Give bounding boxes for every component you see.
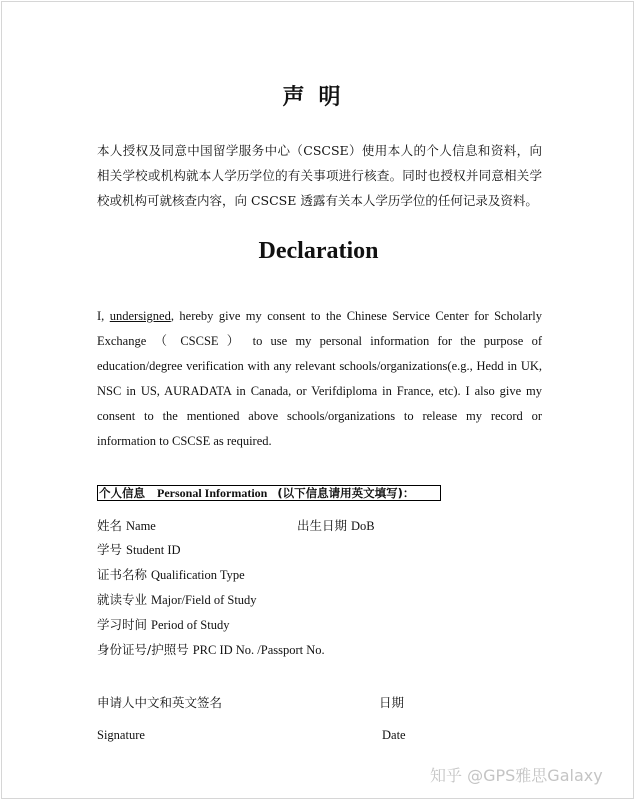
field-major-en: Major/Field of Study [151,593,257,607]
field-major [97,590,257,608]
field-id-passport [97,640,325,658]
statement-en-part2: , hereby give my consent to the Chinese Service Center for Scholarly Exchange （ CSCSE ） to use my personal information for the purpose of education/degree verification with any relevant schools/organizations(e.g., Hedd in UK, NSC in US, AURADATA in Canada, or Verifdiploma in France, etc). I also give my consent to the mentioned above schools/organizations to release my record or information to CSCSE as required. [97,309,543,448]
personal-info-note: (以下信息请用英文填写)： [277,486,415,500]
field-major-cn: 就读专业 [97,592,148,607]
field-name-en: Name [126,519,156,533]
field-name-cn: 姓名 [97,518,123,533]
personal-info-label-cn: 个人信息 [99,486,145,500]
field-period-cn: 学习时间 [97,617,148,632]
field-qualification-en: Qualification Type [151,568,245,582]
field-name [97,516,156,534]
statement-en [97,304,542,454]
statement-en-undersigned: undersigned [109,309,171,323]
field-student-id-en: Student ID [126,543,181,557]
date-label-cn: 日期 [379,695,405,710]
date-label-en: Date [382,728,406,742]
signature-label-cn: 申请人中文和英文签名 [97,695,223,710]
field-student-id-cn: 学号 [97,542,123,557]
field-period [97,615,229,633]
watermark: 知乎 @GPS雅思Galaxy [430,766,603,785]
field-dob-en: DoB [351,519,375,533]
field-dob-cn: 出生日期 [297,518,348,533]
signature-label-en: Signature [97,728,145,742]
heading-en: Declaration [258,238,379,264]
field-id-passport-cn: 身份证号/护照号 [97,642,189,657]
field-id-passport-en: PRC ID No. /Passport No. [192,643,325,657]
personal-info-header [97,485,441,501]
statement-cn: 本人授权及同意中国留学服务中心（CSCSE）使用本人的个人信息和资料，向相关学校或机构就本人学历学位的有关事项进行核查。同时也授权并同意相关学校或机构可就核查内容，向 CSCSE 透露有关本人学历学位的任何记录及资料。 [97,143,542,208]
statement-en-part1: I, [97,309,110,323]
personal-info-label-en: Personal Information [157,486,268,500]
heading-cn: 声明 [282,85,355,110]
field-dob [297,516,375,534]
field-qualification [97,565,245,583]
field-period-en: Period of Study [151,618,230,632]
field-student-id [97,540,181,558]
field-qualification-cn: 证书名称 [97,567,148,582]
